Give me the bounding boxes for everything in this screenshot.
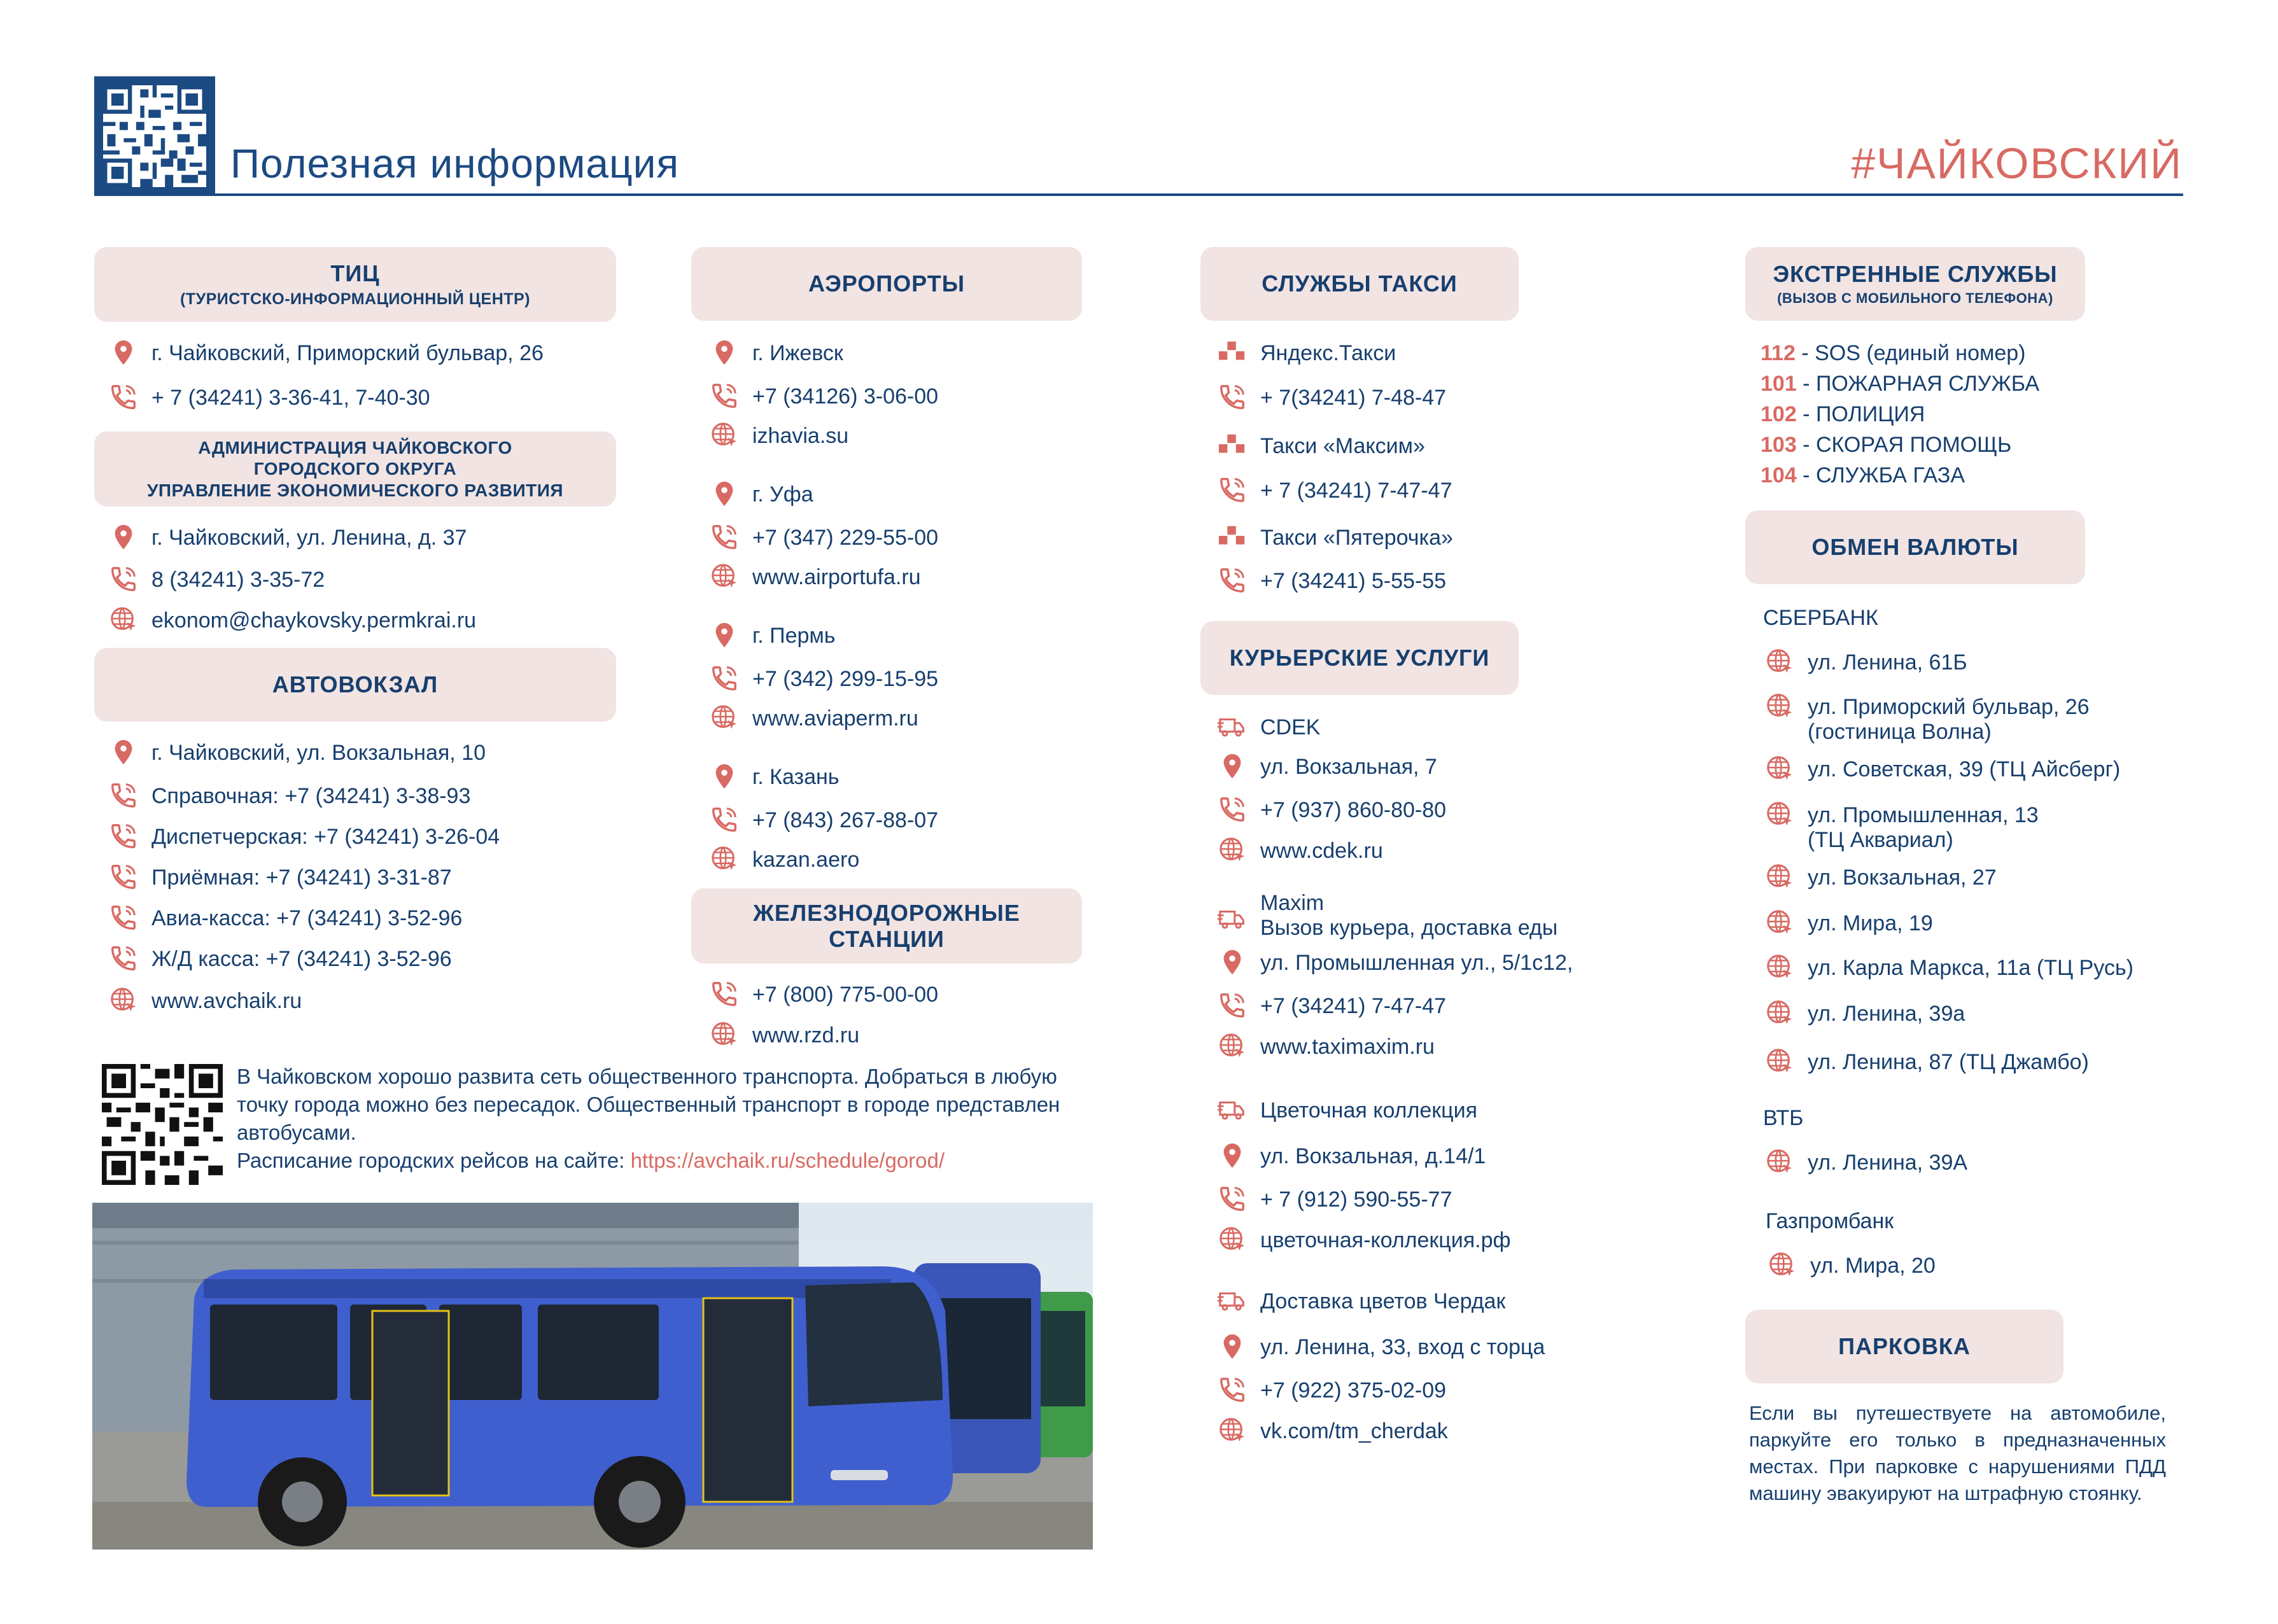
- airport-phone-row[interactable]: [708, 808, 938, 836]
- city-text: г. Ижевск: [752, 341, 843, 365]
- courier-address-row: [1216, 1335, 1545, 1363]
- courier-name: Цветочная коллекция: [1260, 1098, 1477, 1123]
- globe-icon: [1763, 951, 1796, 984]
- admin-address-row: [107, 526, 467, 554]
- admin-phone-row[interactable]: [107, 568, 325, 596]
- phone-text: + 7 (34241) 7-47-47: [1260, 479, 1452, 503]
- phone-text: Справочная: +7 (34241) 3-38-93: [151, 784, 471, 808]
- branch-address: ул. Промышленная, 13: [1808, 803, 2039, 827]
- phone-icon: [1216, 381, 1249, 414]
- website-text: www.avchaik.ru: [151, 989, 302, 1013]
- taxi-name: Яндекс.Такси: [1260, 341, 1396, 365]
- airport-phone-row[interactable]: [708, 384, 938, 412]
- branch-address: ул. Приморский бульвар, 26: [1808, 695, 2090, 719]
- courier-site-row[interactable]: [1216, 839, 1383, 867]
- section-title: ОБМЕН ВАЛЮТЫ: [1811, 534, 2019, 561]
- bank-branch-row: [1763, 650, 1967, 678]
- phone-icon: [708, 521, 741, 554]
- emergency-number: 101: [1761, 372, 1797, 396]
- section-title-line: СТАНЦИИ: [829, 926, 945, 952]
- section-title-line: ЖЕЛЕЗНОДОРОЖНЫЕ: [753, 899, 1020, 926]
- airport-phone-row[interactable]: [708, 667, 938, 695]
- section-title: КУРЬЕРСКИЕ УСЛУГИ: [1229, 645, 1490, 671]
- branch-address: ул. Ленина, 39А: [1808, 1151, 1968, 1175]
- location-pin-icon: [107, 336, 140, 369]
- qr-code-icon: [103, 85, 206, 187]
- taxi-name-row: [1216, 434, 1425, 462]
- bank-name: СБЕРБАНК: [1763, 606, 1878, 630]
- emergency-label: - SOS (единый номер): [1795, 341, 2026, 365]
- section-subtitle: (ВЫЗОВ С МОБИЛЬНОГО ТЕЛЕФОНА): [1777, 290, 2053, 306]
- bank-branch-row: [1763, 1002, 1965, 1030]
- bank-name: ВТБ: [1763, 1106, 1804, 1130]
- section-emergency: [1745, 247, 2085, 321]
- phone-icon: [708, 977, 741, 1011]
- parking-text: Если вы путешествуете на автомобиле, паркуйте его только в предназначенных местах. При парковке с нарушениями ПДД машину эвакуируют на штрафную стоянку.: [1749, 1402, 2166, 1504]
- phone-text: + 7 (34241) 3-36-41, 7-40-30: [151, 386, 430, 410]
- courier-name: CDEK: [1260, 715, 1321, 739]
- phone-text: + 7 (912) 590-55-77: [1260, 1187, 1452, 1212]
- section-courier: [1200, 621, 1519, 695]
- taxi-phone-row[interactable]: [1216, 386, 1446, 414]
- emergency-number: 102: [1761, 402, 1797, 426]
- phone-icon: [708, 662, 741, 695]
- globe-icon: [1763, 906, 1796, 939]
- phone-icon: [1216, 793, 1249, 826]
- phone-text: + 7(34241) 7-48-47: [1260, 386, 1447, 410]
- globe-icon: [1763, 1045, 1796, 1078]
- bank-branch-row: [1766, 1254, 1936, 1282]
- location-pin-icon: [1216, 1139, 1249, 1172]
- branch-address: ул. Ленина, 61Б: [1808, 650, 1967, 675]
- section-title: ЭКСТРЕННЫЕ СЛУЖБЫ: [1773, 261, 2058, 288]
- branch-address-note: (гостиница Волна): [1808, 720, 1992, 745]
- hashtag-title: #ЧАЙКОВСКИЙ: [1851, 139, 2183, 188]
- globe-icon: [1763, 997, 1796, 1030]
- bank-branch-row: [1763, 695, 2090, 745]
- website-text: www.aviaperm.ru: [752, 706, 918, 731]
- tic-address-row: [107, 341, 544, 369]
- section-parking: [1745, 1310, 2064, 1383]
- taxi-name-row: [1216, 341, 1396, 369]
- phone-text: +7 (922) 375-02-09: [1260, 1378, 1447, 1403]
- bank-branch-row: [1763, 911, 1933, 939]
- phone-text: +7 (843) 267-88-07: [752, 808, 939, 832]
- section-administration: [94, 431, 616, 507]
- emergency-label: - СКОРАЯ ПОМОЩЬ: [1796, 433, 2012, 457]
- phone-text: 8 (34241) 3-35-72: [151, 568, 325, 592]
- address-text: г. Чайковский, ул. Вокзальная, 10: [151, 741, 486, 765]
- globe-icon: [708, 419, 741, 452]
- courier-site-row[interactable]: [1216, 1035, 1435, 1063]
- schedule-link[interactable]: https://avchaik.ru/schedule/gorod/: [630, 1149, 945, 1172]
- globe-icon: [1763, 860, 1796, 893]
- bank-branch-row: [1763, 803, 2039, 853]
- phone-text: +7 (342) 299-15-95: [752, 667, 939, 691]
- taxi-checker-icon: [1216, 336, 1249, 369]
- bus-photo: [92, 1203, 1093, 1550]
- phone-icon: [107, 901, 140, 934]
- bank-branch-row: [1763, 1151, 1967, 1179]
- location-pin-icon: [1216, 1330, 1249, 1363]
- phone-icon: [107, 779, 140, 812]
- location-pin-icon: [107, 736, 140, 769]
- address-text: ул. Ленина, 33, вход с торца: [1260, 1335, 1545, 1359]
- globe-icon: [708, 843, 741, 876]
- courier-phone-row[interactable]: [1216, 1378, 1446, 1406]
- bank-branch-row: [1763, 956, 2134, 984]
- airport-site-row[interactable]: [708, 565, 921, 593]
- phone-icon: [1216, 989, 1249, 1022]
- emergency-item[interactable]: [1761, 372, 2039, 396]
- bus-phone-row[interactable]: [107, 906, 462, 934]
- railway-phone-row[interactable]: [708, 983, 938, 1011]
- emergency-label: - ПОЖАРНАЯ СЛУЖБА: [1796, 372, 2040, 396]
- taxi-name: Такси «Пятерочка»: [1260, 526, 1453, 550]
- website-text: kazan.aero: [752, 848, 860, 872]
- bank-name: Газпромбанк: [1766, 1209, 1894, 1233]
- website-text: www.rzd.ru: [752, 1023, 860, 1047]
- phone-text: +7 (347) 229-55-00: [752, 526, 939, 550]
- location-pin-icon: [708, 477, 741, 510]
- globe-icon: [1216, 1414, 1249, 1447]
- courier-site-row[interactable]: [1216, 1228, 1511, 1256]
- phone-text: +7 (34241) 5-55-55: [1260, 569, 1447, 593]
- phone-icon: [1216, 473, 1249, 507]
- delivery-truck-icon: [1216, 902, 1249, 935]
- emergency-item[interactable]: [1761, 341, 2026, 366]
- courier-name-row: [1216, 1289, 1505, 1317]
- section-title-line: ГОРОДСКОГО ОКРУГА: [253, 459, 457, 479]
- section-subtitle: (ТУРИСТСКО-ИНФОРМАЦИОННЫЙ ЦЕНТР): [179, 290, 531, 308]
- globe-icon: [1763, 690, 1796, 723]
- website-text: izhavia.su: [752, 424, 849, 448]
- phone-text: +7 (800) 775-00-00: [752, 983, 939, 1007]
- branch-address: ул. Мира, 20: [1810, 1254, 1936, 1278]
- branch-address: ул. Ленина, 87 (ТЦ Джамбо): [1808, 1050, 2089, 1074]
- bus-phone-row[interactable]: [107, 825, 500, 853]
- emergency-item[interactable]: [1761, 402, 1925, 427]
- bus-phone-row[interactable]: [107, 784, 470, 812]
- airport-site-row[interactable]: [708, 706, 918, 734]
- courier-phone-row[interactable]: [1216, 1187, 1452, 1215]
- website-text: цветочная-коллекция.рф: [1260, 1228, 1511, 1252]
- email-text: ekonom@chaykovsky.permkrai.ru: [151, 608, 477, 633]
- taxi-checker-icon: [1216, 521, 1249, 554]
- website-text: www.cdek.ru: [1260, 839, 1383, 863]
- globe-icon: [708, 1018, 741, 1051]
- section-title: АЭРОПОРТЫ: [808, 270, 965, 297]
- bus-site-row[interactable]: [107, 989, 302, 1017]
- city-text: г. Казань: [752, 765, 840, 789]
- phone-icon: [1216, 564, 1249, 597]
- courier-phone-row[interactable]: [1216, 994, 1446, 1022]
- branch-address-note: (ТЦ Аквариал): [1808, 828, 1953, 853]
- branch-address: ул. Вокзальная, 27: [1808, 865, 1997, 890]
- header-divider: [94, 193, 2183, 196]
- courier-name-row: [1216, 715, 1320, 743]
- phone-text: Ж/Д касса: +7 (34241) 3-52-96: [151, 947, 452, 971]
- phone-icon: [107, 942, 140, 975]
- globe-icon: [107, 984, 140, 1017]
- globe-icon: [1216, 1223, 1249, 1256]
- courier-name: Maxim: [1260, 891, 1325, 915]
- branch-address: ул. Ленина, 39а: [1808, 1002, 1965, 1026]
- emergency-item[interactable]: [1761, 463, 1965, 488]
- location-pin-icon: [107, 521, 140, 554]
- bank-branch-row: [1763, 757, 2120, 785]
- taxi-name-row: [1216, 526, 1453, 554]
- bus-phone-row[interactable]: [107, 865, 452, 893]
- section-title: ТИЦ: [330, 260, 380, 287]
- courier-name-row: [1216, 891, 1557, 941]
- phone-text: Диспетчерская: +7 (34241) 3-26-04: [151, 825, 500, 849]
- taxi-phone-row[interactable]: [1216, 479, 1452, 507]
- location-pin-icon: [708, 336, 741, 369]
- globe-icon: [1763, 1145, 1796, 1179]
- section-title: АВТОВОКЗАЛ: [272, 671, 439, 698]
- city-text: г. Уфа: [752, 482, 813, 507]
- transport-paragraph: [237, 1063, 1096, 1175]
- admin-email-row[interactable]: [107, 608, 476, 636]
- address-text: г. Чайковский, Приморский бульвар, 26: [151, 341, 544, 365]
- globe-icon: [1216, 834, 1249, 867]
- section-currency-exchange: [1745, 510, 2085, 584]
- airport-site-row[interactable]: [708, 848, 859, 876]
- airport-site-row[interactable]: [708, 424, 848, 452]
- courier-site-row[interactable]: [1216, 1419, 1448, 1447]
- section-taxi: [1200, 247, 1519, 321]
- section-title: СЛУЖБЫ ТАКСИ: [1262, 270, 1458, 297]
- courier-name: Доставка цветов Чердак: [1260, 1289, 1506, 1313]
- qr-code-schedule[interactable]: [102, 1064, 223, 1185]
- emergency-label: - СЛУЖБА ГАЗА: [1796, 463, 1965, 487]
- location-pin-icon: [708, 619, 741, 652]
- phone-icon: [1216, 1182, 1249, 1215]
- taxi-name: Такси «Максим»: [1260, 434, 1425, 458]
- globe-icon: [1763, 752, 1796, 785]
- address-text: ул. Промышленная ул., 5/1с12,: [1260, 951, 1573, 975]
- airport-city-row: [708, 482, 813, 510]
- website-text: www.taximaxim.ru: [1260, 1035, 1435, 1059]
- phone-icon: [107, 860, 140, 893]
- tic-phone-row[interactable]: [107, 386, 430, 414]
- branch-address: ул. Карла Маркса, 11а (ТЦ Русь): [1808, 956, 2134, 980]
- courier-address-row: [1216, 951, 1573, 979]
- website-text: www.airportufa.ru: [752, 565, 921, 589]
- address-text: г. Чайковский, ул. Ленина, д. 37: [151, 526, 467, 550]
- section-title: ПАРКОВКА: [1838, 1333, 1971, 1360]
- location-pin-icon: [1216, 946, 1249, 979]
- bank-branch-row: [1763, 865, 1997, 893]
- schedule-label: Расписание городских рейсов на сайте:: [237, 1149, 625, 1172]
- airport-city-row: [708, 624, 836, 652]
- phone-icon: [708, 379, 741, 412]
- courier-description: Вызов курьера, доставка еды: [1260, 916, 1558, 941]
- phone-text: +7 (34241) 7-47-47: [1260, 994, 1447, 1018]
- delivery-truck-icon: [1216, 710, 1249, 743]
- phone-icon: [107, 381, 140, 414]
- globe-icon: [708, 701, 741, 734]
- railway-site-row[interactable]: [708, 1023, 859, 1051]
- bus-address-row: [107, 741, 486, 769]
- website-text: vk.com/tm_cherdak: [1260, 1419, 1448, 1443]
- phone-icon: [107, 563, 140, 596]
- airport-phone-row[interactable]: [708, 526, 938, 554]
- section-airports: [691, 247, 1082, 321]
- emergency-number: 104: [1761, 463, 1797, 487]
- section-bus-station: [94, 648, 616, 722]
- city-text: г. Пермь: [752, 624, 836, 648]
- transport-text: В Чайковском хорошо развита сеть общественного транспорта. Добраться в любую точку города можно без пересадок. Общественный транспорт в городе представлен автобусами.: [237, 1065, 1060, 1144]
- qr-code-icon: [102, 1064, 223, 1185]
- emergency-number: 103: [1761, 433, 1797, 457]
- globe-icon: [1763, 645, 1796, 678]
- qr-code-header[interactable]: [94, 76, 215, 196]
- bank-branch-row: [1763, 1050, 2089, 1078]
- phone-text: Приёмная: +7 (34241) 3-31-87: [151, 865, 452, 890]
- globe-icon: [1763, 798, 1796, 831]
- taxi-checker-icon: [1216, 429, 1249, 462]
- location-pin-icon: [1216, 750, 1249, 783]
- phone-text: Авиа-касса: +7 (34241) 3-52-96: [151, 906, 463, 930]
- section-title-line: УПРАВЛЕНИЕ ЭКОНОМИЧЕСКОГО РАЗВИТИЯ: [146, 480, 564, 500]
- section-title-line: АДМИНИСТРАЦИЯ ЧАЙКОВСКОГО: [198, 437, 512, 458]
- emergency-item[interactable]: [1761, 433, 2011, 458]
- address-text: ул. Вокзальная, д.14/1: [1260, 1144, 1486, 1168]
- phone-icon: [1216, 1373, 1249, 1406]
- emergency-number: 112: [1761, 341, 1796, 365]
- courier-name-row: [1216, 1098, 1477, 1126]
- branch-address: ул. Мира, 19: [1808, 911, 1933, 935]
- phone-icon: [107, 820, 140, 853]
- courier-phone-row[interactable]: [1216, 798, 1446, 826]
- courier-address-row: [1216, 755, 1437, 783]
- phone-icon: [708, 803, 741, 836]
- section-railway: [691, 888, 1082, 963]
- globe-icon: [107, 603, 140, 636]
- courier-address-row: [1216, 1144, 1486, 1172]
- phone-text: +7 (34126) 3-06-00: [752, 384, 939, 409]
- airport-city-row: [708, 341, 843, 369]
- delivery-truck-icon: [1216, 1284, 1249, 1317]
- page-title: Полезная информация: [230, 141, 680, 186]
- branch-address: ул. Советская, 39 (ТЦ Айсберг): [1808, 757, 2121, 781]
- globe-icon: [708, 560, 741, 593]
- globe-icon: [1766, 1249, 1799, 1282]
- airport-city-row: [708, 765, 839, 793]
- taxi-phone-row[interactable]: [1216, 569, 1446, 597]
- delivery-truck-icon: [1216, 1093, 1249, 1126]
- location-pin-icon: [708, 760, 741, 793]
- globe-icon: [1216, 1030, 1249, 1063]
- address-text: ул. Вокзальная, 7: [1260, 755, 1437, 779]
- emergency-label: - ПОЛИЦИЯ: [1796, 402, 1925, 426]
- bus-phone-row[interactable]: [107, 947, 452, 975]
- phone-text: +7 (937) 860-80-80: [1260, 798, 1447, 822]
- section-tic: [94, 247, 616, 322]
